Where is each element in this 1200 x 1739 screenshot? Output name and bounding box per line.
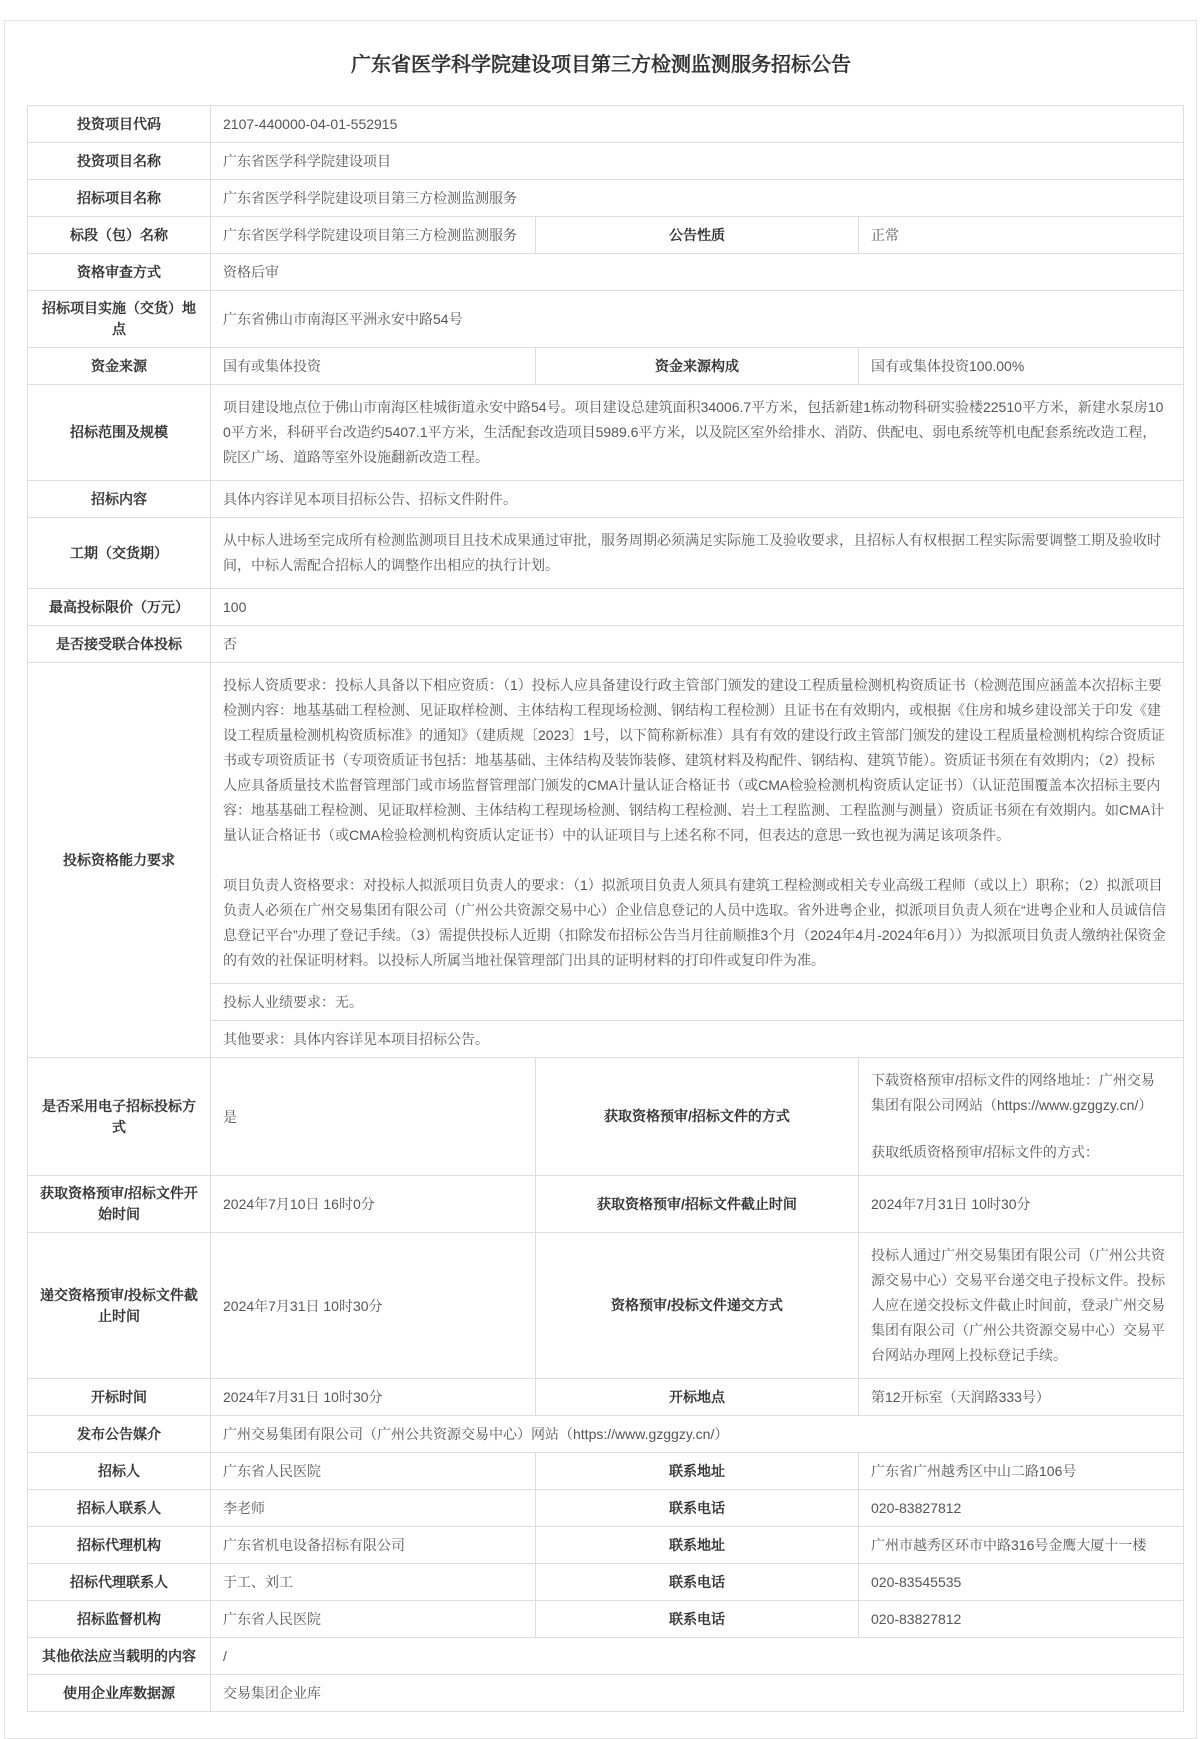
agency-phone-label: 联系电话 [536, 1564, 859, 1601]
table-row [28, 143, 1184, 180]
open-place-value: 第12开标室（天润路333号） [859, 1379, 1184, 1416]
scope-label: 招标范围及规模 [28, 385, 211, 481]
obtain-end-label: 获取资格预审/招标文件截止时间 [536, 1176, 859, 1233]
consortium-label: 是否接受联合体投标 [28, 626, 211, 663]
fund-composition-label: 资金来源构成 [536, 348, 859, 385]
table-row [28, 1601, 1184, 1638]
announcement-card [4, 20, 1197, 1739]
obtain-method-value [859, 1058, 1184, 1176]
agency-value: 广东省机电设备招标有限公司 [211, 1527, 536, 1564]
obtain-end-value: 2024年7月31日 10时30分 [859, 1176, 1184, 1233]
obtain-start-label: 获取资格预审/招标文件开始时间 [28, 1176, 211, 1233]
max-price-value: 100 [211, 589, 1184, 626]
table-row [28, 254, 1184, 291]
database-value: 交易集团企业库 [211, 1675, 1184, 1712]
table-row [28, 1638, 1184, 1675]
other-content-value: / [211, 1638, 1184, 1675]
submit-deadline-label: 递交资格预审/投标文件截止时间 [28, 1233, 211, 1379]
duration-value: 从中标人进场至完成所有检测监测项目且技术成果通过审批，服务周期必须满足实际施工及验收要求，且招标人有权根据工程实际需要调整工期及验收时间，中标人需配合招标人的调整作出相应的执行计划。 [211, 518, 1184, 589]
table-row [28, 180, 1184, 217]
page-title: 广东省医学科学院建设项目第三方检测监测服务招标公告 [351, 54, 851, 76]
supervisor-phone-label: 联系电话 [536, 1601, 859, 1638]
table-row [28, 1416, 1184, 1453]
table-row [28, 589, 1184, 626]
database-label: 使用企业库数据源 [28, 1675, 211, 1712]
location-label: 招标项目实施（交货）地点 [28, 291, 211, 348]
spacer [871, 1118, 1167, 1140]
agency-address-label: 联系地址 [536, 1527, 859, 1564]
table-row [28, 626, 1184, 663]
table-row [28, 217, 1184, 254]
notice-nature-label: 公告性质 [536, 217, 859, 254]
agency-label: 招标代理机构 [28, 1527, 211, 1564]
qual-review-value: 资格后审 [211, 254, 1184, 291]
submit-method-label: 资格预审/投标文件递交方式 [536, 1233, 859, 1379]
notice-nature-value: 正常 [859, 217, 1184, 254]
supervisor-value: 广东省人民医院 [211, 1601, 536, 1638]
location-value: 广东省佛山市南海区平洲永安中路54号 [211, 291, 1184, 348]
qual-review-label: 资格审查方式 [28, 254, 211, 291]
agency-address-value: 广州市越秀区环市中路316号金鹰大厦十一楼 [859, 1527, 1184, 1564]
bidder-qualification-paragraph: 投标人资质要求：投标人具备以下相应资质：（1）投标人应具备建设行政主管部门颁发的建设工程质量检测机构资质证书（检测范围应涵盖本次招标主要检测内容：地基基础工程检测、见证取样检测、主体结构工程现场检测、钢结构工程检测）且证书在有效期内，或根据《住房和城乡建设部关于印发《建设工程质量检测机构资质标准》的通知》（建质规〔2023〕1号，以下简称新标准）具有有效的建设行政主管部门颁发的建设工程质量检测机构综合资质证书或专项资质证书（专项资质证书包括：地基基础、主体结构及装饰装修、建筑材料及构配件、钢结构、建筑节能）。资质证书须在有效期内；（2）投标人应具备质量技术监督管理部门或市场监督管理部门颁发的CMA计量认证合格证书（或CMA检验检测机构资质认定证书）（认证范围覆盖本次招标主要内容：地基基础工程检测、见证取样检测、主体结构工程现场检测、钢结构工程检测、岩土工程监测、工程监测与测量）资质证书须在有效期内。如CMA计量认证合格证书（或CMA检验检测机构资质认定证书）中的认证项目与上述名称不同，但表达的意思一致也视为满足该项条件。 [223, 677, 1165, 843]
tenderer-value: 广东省人民医院 [211, 1453, 536, 1490]
performance-req-value: 投标人业绩要求：无。 [211, 984, 1184, 1021]
media-label: 发布公告媒介 [28, 1416, 211, 1453]
invest-code-value: 2107-440000-04-01-552915 [211, 106, 1184, 143]
tenderer-label: 招标人 [28, 1453, 211, 1490]
agency-phone-value: 020-83545535 [859, 1564, 1184, 1601]
table-row [28, 481, 1184, 518]
table-row [28, 1527, 1184, 1564]
invest-code-label: 投资项目代码 [28, 106, 211, 143]
table-row [28, 518, 1184, 589]
scope-value: 项目建设地点位于佛山市南海区桂城街道永安中路54号。项目建设总建筑面积34006.7平方米，包括新建1栋动物科研实验楼22510平方米，新建水泵房100平方米，科研平台改造约5407.1平方米，生活配套改造项目5989.6平方米，以及院区室外给排水、消防、供配电、弱电系统等机电配套系统改造工程，院区广场、道路等室外设施翻新改造工程。 [211, 385, 1184, 481]
max-price-label: 最高投标限价（万元） [28, 589, 211, 626]
fund-source-label: 资金来源 [28, 348, 211, 385]
section-label: 标段（包）名称 [28, 217, 211, 254]
agency-contact-value: 于工、刘工 [211, 1564, 536, 1601]
table-row [28, 1490, 1184, 1527]
table-row [28, 291, 1184, 348]
tenderer-address-label: 联系地址 [536, 1453, 859, 1490]
fund-source-value: 国有或集体投资 [211, 348, 536, 385]
tender-name-value: 广东省医学科学院建设项目第三方检测监测服务 [211, 180, 1184, 217]
tenderer-contact-value: 李老师 [211, 1490, 536, 1527]
tenderer-address-value: 广东省广州越秀区中山二路106号 [859, 1453, 1184, 1490]
qualification-req-text [211, 663, 1184, 984]
open-time-value: 2024年7月31日 10时30分 [211, 1379, 536, 1416]
submit-deadline-value: 2024年7月31日 10时30分 [211, 1233, 536, 1379]
content-label: 招标内容 [28, 481, 211, 518]
tenderer-phone-label: 联系电话 [536, 1490, 859, 1527]
e-bidding-label: 是否采用电子招标投标方式 [28, 1058, 211, 1176]
table-row [28, 106, 1184, 143]
tender-info-table [27, 105, 1184, 1712]
e-bidding-value: 是 [211, 1058, 536, 1176]
other-content-label: 其他依法应当载明的内容 [28, 1638, 211, 1675]
agency-contact-label: 招标代理联系人 [28, 1564, 211, 1601]
table-row [28, 1675, 1184, 1712]
consortium-value: 否 [211, 626, 1184, 663]
submit-method-value: 投标人通过广州交易集团有限公司（广州公共资源交易中心）交易平台递交电子投标文件。投标人应在递交投标文件截止时间前，登录广州交易集团有限公司（广州公共资源交易中心）交易平台网站办理网上投标登记手续。 [859, 1233, 1184, 1379]
table-row [28, 1233, 1184, 1379]
tenderer-phone-value: 020-83827812 [859, 1490, 1184, 1527]
section-value: 广东省医学科学院建设项目第三方检测监测服务 [211, 217, 536, 254]
qualification-req-label: 投标资格能力要求 [28, 663, 211, 1058]
open-place-label: 开标地点 [536, 1379, 859, 1416]
supervisor-label: 招标监督机构 [28, 1601, 211, 1638]
table-row [28, 1379, 1184, 1416]
invest-name-label: 投资项目名称 [28, 143, 211, 180]
supervisor-phone-value: 020-83827812 [859, 1601, 1184, 1638]
table-row [28, 1058, 1184, 1176]
table-row [28, 1453, 1184, 1490]
obtain-method-paper: 获取纸质资格预审/招标文件的方式： [871, 1144, 1099, 1160]
tenderer-contact-label: 招标人联系人 [28, 1490, 211, 1527]
content-value: 具体内容详见本项目招标公告、招标文件附件。 [211, 481, 1184, 518]
invest-name-value: 广东省医学科学院建设项目 [211, 143, 1184, 180]
duration-label: 工期（交货期） [28, 518, 211, 589]
table-row [28, 385, 1184, 481]
tender-name-label: 招标项目名称 [28, 180, 211, 217]
open-time-label: 开标时间 [28, 1379, 211, 1416]
obtain-start-value: 2024年7月10日 16时0分 [211, 1176, 536, 1233]
table-row [28, 663, 1184, 984]
obtain-method-label: 获取资格预审/招标文件的方式 [536, 1058, 859, 1176]
project-leader-paragraph: 项目负责人资格要求：对投标人拟派项目负责人的要求：（1）拟派项目负责人须具有建筑工程检测或相关专业高级工程师（或以上）职称；（2）拟派项目负责人必须在广州交易集团有限公司（广州公共资源交易中心）企业信息登记的人员中选取。省外进粤企业，拟派项目负责人须在“进粤企业和人员诚信信息登记平台”办理了登记手续。（3）需提供投标人近期（扣除发布招标公告当月往前顺推3个月（2024年4月-2024年6月））为拟派项目负责人缴纳社保资金的有效的社保证明材料。以投标人所属当地社保管理部门出具的证明材料的打印件或复印件为准。 [223, 877, 1166, 968]
other-req-value: 其他要求：具体内容详见本项目招标公告。 [211, 1021, 1184, 1058]
obtain-method-online: 下载资格预审/招标文件的网络地址：广州交易集团有限公司网站（https://www.gzggzy.cn/） [871, 1072, 1155, 1113]
fund-composition-value: 国有或集体投资100.00% [859, 348, 1184, 385]
media-value: 广州交易集团有限公司（广州公共资源交易中心）网站（https://www.gzggzy.cn/） [211, 1416, 1184, 1453]
table-row [28, 1564, 1184, 1601]
table-row [28, 348, 1184, 385]
table-row [28, 1176, 1184, 1233]
